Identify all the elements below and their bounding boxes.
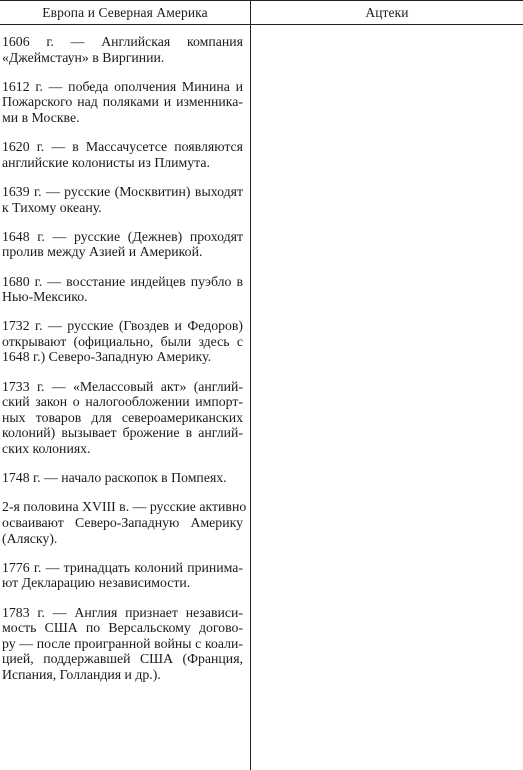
europe-america-column: [2, 34, 247, 696]
timeline-entry: [2, 184, 243, 215]
entry-line: 1776 г. — тринадцать колоний принима-: [2, 559, 243, 575]
timeline-entry: [2, 79, 243, 126]
entry-line: открывают (официально, были здесь с: [2, 333, 243, 349]
entry-line: Нью-Мексико.: [2, 289, 88, 305]
entry-line: 1612 г. — победа ополчения Минина и: [2, 78, 243, 94]
entry-line: 1732 г. — русские (Гвоздев и Федоров): [2, 318, 243, 334]
timeline-entry: [2, 229, 243, 260]
timeline-entry: [2, 139, 243, 170]
entry-line: к Тихому океану.: [2, 199, 102, 215]
entry-line: 2-я половина XVIII в. — русские активно: [2, 499, 247, 515]
entry-line: Пожарского над поляками и изменника-: [2, 94, 243, 110]
timeline-entry: [2, 274, 243, 305]
timeline-entry: [2, 34, 243, 65]
entry-line: Испания, Голландия и др.).: [2, 666, 161, 682]
entry-line: 1733 г. — «Мелассовый акт» (англий-: [2, 378, 243, 394]
entry-line: 1783 г. — Англия признает независи-: [2, 604, 243, 620]
header-aztecs: Ацтеки: [365, 4, 409, 20]
column-divider: [250, 0, 251, 770]
entry-line: цией, поддержавшей США (Франция,: [2, 651, 243, 667]
header-europe-america: Европа и Северная Америка: [42, 4, 208, 20]
entry-line: 1620 г. — в Массачусетсе появляются: [2, 139, 243, 155]
timeline-entry: [2, 318, 243, 365]
entry-line: «Джеймстаун» в Виргинии.: [2, 49, 165, 65]
entry-line: ский закон о налогообложении импорт-: [2, 394, 243, 410]
timeline-entry: [2, 560, 243, 591]
entry-line: 1648 г. — русские (Дежнев) проходят: [2, 228, 243, 244]
timeline-entry: [2, 470, 243, 486]
entry-line: 1606 г. — Английская компания: [2, 34, 243, 49]
entry-line: мость США по Версальскому догово-: [2, 620, 243, 636]
entry-line: ют Декларацию независимости.: [2, 575, 191, 591]
entry-line: (Аляску).: [2, 530, 58, 546]
entry-line: 1648 г.) Северо-Западную Америку.: [2, 349, 212, 365]
entry-line: осваивают Северо-Западную Америку: [2, 515, 243, 530]
entry-line: ми в Москве.: [2, 109, 80, 125]
timeline-entry: [2, 499, 247, 546]
entry-line: пролив между Азией и Америкой.: [2, 244, 203, 260]
entry-line: 1748 г. — начало раскопок в Помпеях.: [2, 470, 227, 486]
timeline-entry: [2, 605, 243, 683]
entry-line: английские колонисты из Плимута.: [2, 154, 210, 170]
entry-line: колоний) вызывает брожение в англий-: [2, 425, 243, 441]
entry-line: 1680 г. — восстание индейцев пуэбло в: [2, 273, 243, 289]
entry-line: 1639 г. — русские (Москвитин) выходят: [2, 183, 243, 199]
timeline-entry: [2, 379, 243, 457]
entry-line: ных товаров для североамериканских: [2, 409, 243, 425]
entry-line: ских колониях.: [2, 441, 91, 457]
entry-line: ру — после проигранной войны с коали-: [2, 635, 243, 651]
